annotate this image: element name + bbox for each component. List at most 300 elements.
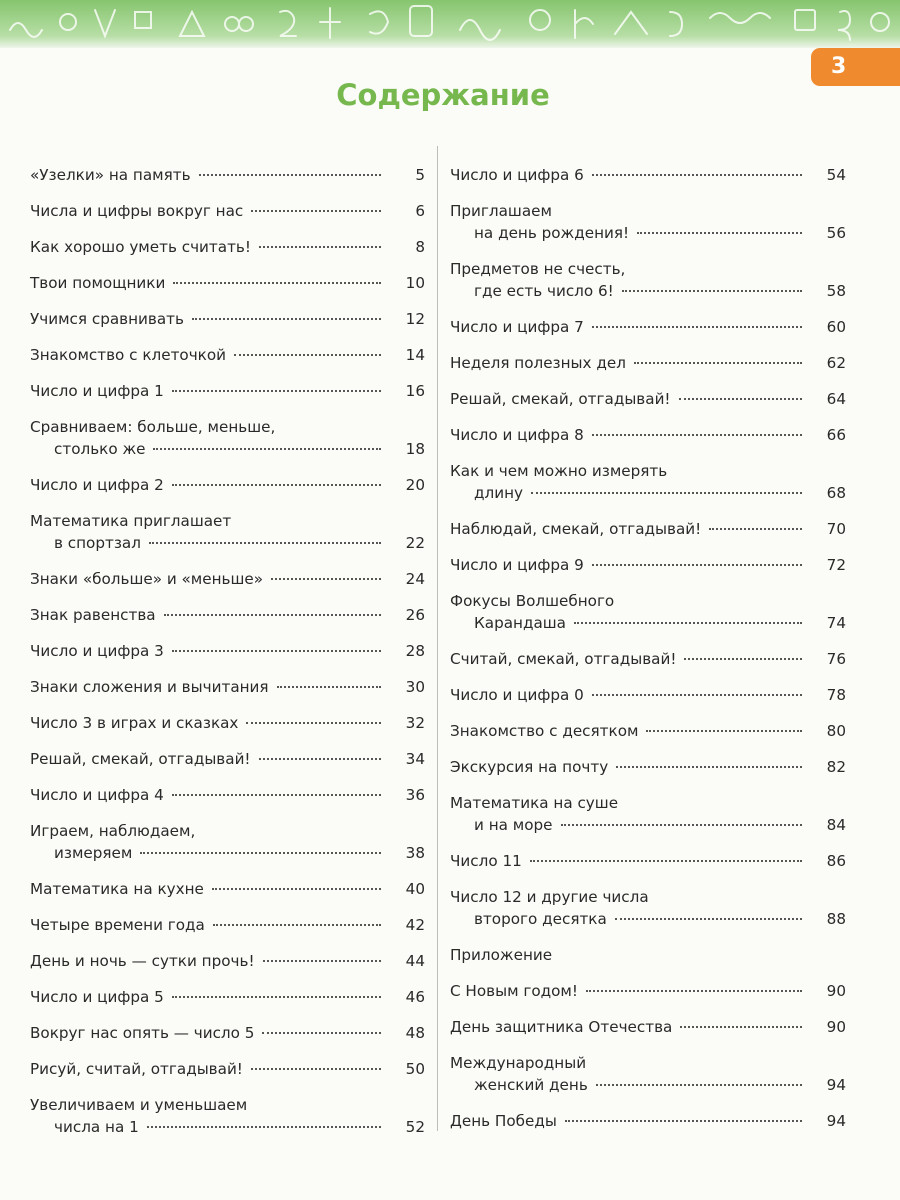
toc-entry-label	[30, 914, 397, 936]
toc-entry-last-line	[30, 604, 397, 626]
toc-entry-title-line: Математика приглашает	[30, 512, 232, 530]
toc-entry[interactable]	[450, 706, 846, 742]
toc-entry-label	[30, 568, 397, 590]
dot-leader	[173, 282, 381, 284]
toc-entry[interactable]	[30, 554, 425, 590]
toc-entry-label	[30, 380, 397, 402]
toc-entry-title: Вокруг нас опять — число 5	[30, 1024, 255, 1042]
toc-entry-title: День Победы	[450, 1112, 557, 1130]
toc-page-number: 48	[405, 1024, 425, 1042]
dot-leader	[172, 650, 381, 652]
toc-entry-last-line	[30, 950, 397, 972]
toc-entry-label	[450, 590, 818, 634]
toc-entry-last-line	[450, 1110, 818, 1132]
toc-page-number: 70	[826, 520, 846, 538]
toc-page-number: 86	[826, 852, 846, 870]
toc-entry-label	[450, 1052, 818, 1096]
dot-leader	[263, 960, 381, 962]
toc-entry[interactable]	[450, 742, 846, 778]
dot-leader	[147, 1126, 381, 1128]
dot-leader	[172, 390, 381, 392]
dot-leader	[251, 210, 381, 212]
dot-leader	[586, 990, 802, 992]
toc-entry-title: Число и цифра 8	[450, 426, 584, 444]
toc-entry-label	[450, 554, 818, 576]
toc-entry-title: «Узелки» на память	[30, 166, 191, 184]
toc-page-number: 28	[405, 642, 425, 660]
toc-entry-label	[30, 950, 397, 972]
toc-page-number: 74	[826, 614, 846, 632]
toc-entry-label	[30, 604, 397, 626]
toc-entry-label	[30, 200, 397, 222]
toc-entry-last-line	[30, 1116, 397, 1138]
dot-leader	[684, 658, 802, 660]
toc-entry[interactable]	[30, 222, 425, 258]
toc-entry-last-line	[450, 1074, 818, 1096]
toc-entry[interactable]	[30, 150, 425, 186]
toc-entry-last-line	[30, 748, 397, 770]
toc-page-number: 46	[405, 988, 425, 1006]
toc-entry-label	[30, 820, 397, 864]
toc-entry-label	[450, 720, 818, 742]
dot-leader	[262, 1032, 381, 1034]
dot-leader	[149, 542, 381, 544]
toc-entry-last-line	[450, 222, 818, 244]
dot-leader	[259, 758, 381, 760]
page-title: Содержание	[336, 78, 550, 112]
toc-page-number: 80	[826, 722, 846, 740]
toc-entry-label	[30, 272, 397, 294]
toc-entry-last-line	[30, 1022, 397, 1044]
toc-page-number: 24	[405, 570, 425, 588]
toc-page-number: 14	[405, 346, 425, 364]
toc-entry[interactable]	[450, 576, 846, 634]
dot-leader	[172, 484, 381, 486]
toc-entry[interactable]	[450, 302, 846, 338]
toc-entry-last-line	[30, 986, 397, 1008]
dot-leader	[153, 448, 381, 450]
toc-entry-title: Число и цифра 2	[30, 476, 164, 494]
dot-leader	[164, 614, 381, 616]
toc-entry-label	[30, 236, 397, 258]
toc-entry-last-line	[450, 424, 818, 446]
toc-entry-last-line	[450, 980, 818, 1002]
toc-entry-title-line: Фокусы Волшебного	[450, 592, 615, 610]
toc-entry-title-line: Международный	[450, 1054, 587, 1072]
toc-entry-title: на день рождения!	[474, 224, 630, 242]
toc-entry[interactable]	[450, 446, 846, 504]
dot-leader	[192, 318, 381, 320]
toc-page-number: 38	[405, 844, 425, 862]
toc-entry-last-line	[450, 944, 846, 966]
dot-leader	[140, 852, 381, 854]
dot-leader	[561, 824, 803, 826]
toc-entry-title: Четыре времени года	[30, 916, 205, 934]
column-divider	[437, 146, 438, 1131]
dot-leader	[531, 492, 802, 494]
toc-entry-last-line	[30, 784, 397, 806]
toc-entry[interactable]	[450, 540, 846, 576]
toc-entry-label	[30, 474, 397, 496]
dot-leader	[251, 1068, 381, 1070]
toc-entry-label	[450, 980, 818, 1002]
toc-entry-last-line	[30, 344, 397, 366]
toc-page-number: 84	[826, 816, 846, 834]
toc-entry-title: Рисуй, считай, отгадывай!	[30, 1060, 243, 1078]
toc-entry-label	[30, 344, 397, 366]
toc-entry-title: Решай, смекай, отгадывай!	[450, 390, 671, 408]
toc-entry-last-line	[450, 352, 818, 374]
toc-entry-title-line: Число 12 и другие числа	[450, 888, 649, 906]
toc-entry-label	[450, 850, 818, 872]
toc-entry-title: Знаки «больше» и «меньше»	[30, 570, 264, 588]
dot-leader	[199, 174, 381, 176]
toc-entry[interactable]	[30, 734, 425, 770]
toc-entry[interactable]	[450, 778, 846, 836]
toc-entry[interactable]	[30, 186, 425, 222]
toc-entry[interactable]	[30, 330, 425, 366]
dot-leader	[172, 996, 381, 998]
toc-entry-label	[450, 424, 818, 446]
toc-entry-last-line	[30, 474, 397, 496]
toc-page-number: 40	[405, 880, 425, 898]
toc-entry-last-line	[30, 712, 397, 734]
toc-page-number: 26	[405, 606, 425, 624]
toc-entry-last-line	[450, 316, 818, 338]
toc-entry-last-line	[450, 280, 818, 302]
toc-entry-label	[450, 460, 818, 504]
toc-entry-last-line	[30, 308, 397, 330]
toc-entry-label	[30, 748, 397, 770]
toc-entry-label	[30, 640, 397, 662]
toc-entry[interactable]	[30, 806, 425, 864]
toc-entry-title: Считай, смекай, отгадывай!	[450, 650, 677, 668]
toc-entry-label	[450, 684, 818, 706]
toc-entry[interactable]	[30, 864, 425, 900]
toc-entry-title-line: Предметов не счесть,	[450, 260, 626, 278]
toc-entry[interactable]	[30, 590, 425, 626]
toc-entry[interactable]	[450, 966, 846, 1002]
toc-entry-title: Число и цифра 0	[450, 686, 584, 704]
dot-leader	[637, 232, 802, 234]
toc-page-number: 5	[415, 166, 425, 184]
dot-leader	[616, 766, 802, 768]
toc-entry[interactable]	[30, 1080, 425, 1138]
toc-entry-title: Как хорошо уметь считать!	[30, 238, 251, 256]
toc-entry[interactable]	[30, 402, 425, 460]
toc-entry-label	[30, 164, 397, 186]
toc-entry-label	[450, 316, 818, 338]
toc-entry-last-line	[450, 1016, 818, 1038]
toc-entry[interactable]	[30, 936, 425, 972]
toc-entry-label	[450, 388, 818, 410]
toc-entry-label	[30, 986, 397, 1008]
toc-page-number: 72	[826, 556, 846, 574]
toc-page-number: 16	[405, 382, 425, 400]
toc-page-number: 44	[405, 952, 425, 970]
toc-page-number: 90	[826, 982, 846, 1000]
toc-page-number: 32	[405, 714, 425, 732]
toc-page-number: 18	[405, 440, 425, 458]
toc-entry-title: С Новым годом!	[450, 982, 578, 1000]
toc-entry-last-line	[450, 554, 818, 576]
toc-entry-title: и на море	[474, 816, 553, 834]
toc-page-number: 68	[826, 484, 846, 502]
toc-entry-label	[450, 944, 846, 966]
toc-entry[interactable]	[450, 504, 846, 540]
dot-leader	[530, 860, 802, 862]
toc-entry-title: Знакомство с десятком	[450, 722, 639, 740]
toc-entry-title: числа на 1	[54, 1118, 139, 1136]
dot-leader	[592, 564, 802, 566]
doodle-banner	[0, 0, 900, 48]
toc-entry-title-line: Играем, наблюдаем,	[30, 822, 196, 840]
toc-entry[interactable]	[30, 258, 425, 294]
toc-entry-last-line	[450, 164, 818, 186]
toc-entry-last-line	[30, 676, 397, 698]
toc-entry[interactable]	[450, 186, 846, 244]
toc-entry-label	[450, 352, 818, 374]
toc-entry[interactable]	[450, 634, 846, 670]
toc-entry[interactable]	[450, 670, 846, 706]
dot-leader	[592, 694, 802, 696]
toc-entry-last-line	[450, 612, 818, 634]
toc-entry[interactable]	[450, 930, 846, 966]
toc-page-number: 8	[415, 238, 425, 256]
toc-entry-last-line	[450, 482, 818, 504]
toc-page-number: 78	[826, 686, 846, 704]
toc-entry-title: Карандаша	[474, 614, 566, 632]
dot-leader	[277, 686, 381, 688]
dot-leader	[622, 290, 802, 292]
toc-entry-last-line	[30, 1058, 397, 1080]
toc-entry-title: Экскурсия на почту	[450, 758, 609, 776]
toc-entry[interactable]	[450, 374, 846, 410]
toc-entry-title-line: Приглашаем	[450, 202, 552, 220]
toc-entry-last-line	[450, 648, 818, 670]
dot-leader	[213, 924, 381, 926]
page-number-badge: 3	[811, 48, 900, 86]
dot-leader	[246, 722, 381, 724]
toc-entry-title: Число и цифра 5	[30, 988, 164, 1006]
toc-entry-label	[450, 792, 818, 836]
toc-entry-title: Учимся сравнивать	[30, 310, 184, 328]
toc-entry-title: Число 3 в играх и сказках	[30, 714, 239, 732]
toc-entry-title-line: Увеличиваем и уменьшаем	[30, 1096, 248, 1114]
toc-entry-label	[30, 712, 397, 734]
toc-entry-title-line: Сравниваем: больше, меньше,	[30, 418, 276, 436]
toc-entry-title: Число и цифра 7	[450, 318, 584, 336]
toc-entry-label	[450, 756, 818, 778]
toc-entry-label	[450, 648, 818, 670]
toc-entry[interactable]	[30, 698, 425, 734]
toc-entry-label	[30, 1022, 397, 1044]
toc-entry[interactable]	[30, 460, 425, 496]
toc-entry-title: Числа и цифры вокруг нас	[30, 202, 244, 220]
dot-leader	[615, 918, 802, 920]
toc-entry-title-line: Как и чем можно измерять	[450, 462, 668, 480]
dot-leader	[679, 398, 802, 400]
toc-page-number: 88	[826, 910, 846, 928]
toc-right-column	[450, 150, 846, 1132]
toc-entry-title: День защитника Отечества	[450, 1018, 673, 1036]
dot-leader	[596, 1084, 802, 1086]
toc-entry-title: Твои помощники	[30, 274, 166, 292]
toc-entry[interactable]	[450, 1002, 846, 1038]
toc-entry-last-line	[30, 640, 397, 662]
toc-entry-label	[450, 1110, 818, 1132]
toc-entry-last-line	[450, 850, 818, 872]
toc-entry[interactable]	[30, 1044, 425, 1080]
toc-entry-title: Неделя полезных дел	[450, 354, 626, 372]
toc-entry-title: столько же	[54, 440, 146, 458]
toc-entry-title: Знакомство с клеточкой	[30, 346, 227, 364]
toc-entry-label	[30, 1058, 397, 1080]
toc-entry[interactable]	[30, 900, 425, 936]
dot-leader	[646, 730, 802, 732]
toc-entry-title: женский день	[474, 1076, 588, 1094]
toc-entry-last-line	[30, 200, 397, 222]
toc-page-number: 82	[826, 758, 846, 776]
toc-page-number: 54	[826, 166, 846, 184]
toc-entry-title: Приложение	[450, 946, 553, 964]
toc-page-number: 50	[405, 1060, 425, 1078]
toc-entry[interactable]	[450, 244, 846, 302]
toc-entry-last-line	[30, 842, 397, 864]
toc-entry-label	[450, 518, 818, 540]
dot-leader	[592, 174, 802, 176]
toc-entry[interactable]	[30, 770, 425, 806]
toc-entry-label	[30, 510, 397, 554]
toc-entry-title: Число и цифра 1	[30, 382, 164, 400]
toc-entry[interactable]	[450, 150, 846, 186]
dot-leader	[172, 794, 381, 796]
toc-entry-label	[30, 1094, 397, 1138]
toc-entry-last-line	[450, 908, 818, 930]
toc-page-number: 30	[405, 678, 425, 696]
toc-page-number: 66	[826, 426, 846, 444]
dot-leader	[565, 1120, 802, 1122]
toc-entry-title: второго десятка	[474, 910, 607, 928]
toc-page-number: 12	[405, 310, 425, 328]
doodle-banner-decoration-icon	[0, 0, 900, 48]
toc-entry-label	[450, 1016, 818, 1038]
dot-leader	[592, 434, 802, 436]
toc-entry-title: Число и цифра 3	[30, 642, 164, 660]
toc-entry-title: длину	[474, 484, 523, 502]
toc-entry-last-line	[30, 914, 397, 936]
toc-entry-last-line	[30, 532, 397, 554]
toc-entry[interactable]	[30, 294, 425, 330]
toc-page-number: 94	[826, 1076, 846, 1094]
toc-page-number: 22	[405, 534, 425, 552]
toc-entry-label	[450, 258, 818, 302]
toc-entry-title: Число и цифра 9	[450, 556, 584, 574]
toc-entry-title: где есть число 6!	[474, 282, 614, 300]
toc-entry-last-line	[30, 568, 397, 590]
toc-entry-last-line	[30, 272, 397, 294]
toc-entry[interactable]	[30, 496, 425, 554]
toc-entry[interactable]	[450, 1038, 846, 1096]
toc-page-number: 36	[405, 786, 425, 804]
toc-entry[interactable]	[450, 1096, 846, 1132]
toc-entry-last-line	[30, 236, 397, 258]
toc-entry[interactable]	[30, 626, 425, 662]
dot-leader	[212, 888, 381, 890]
dot-leader	[592, 326, 802, 328]
toc-page-number: 52	[405, 1118, 425, 1136]
dot-leader	[680, 1026, 802, 1028]
toc-entry[interactable]	[450, 872, 846, 930]
toc-entry-label	[450, 200, 818, 244]
dot-leader	[259, 246, 381, 248]
toc-entry-last-line	[30, 438, 397, 460]
toc-entry-label	[30, 676, 397, 698]
toc-entry-last-line	[30, 380, 397, 402]
toc-page-number: 64	[826, 390, 846, 408]
toc-page-number: 20	[405, 476, 425, 494]
toc-entry-title: Решай, смекай, отгадывай!	[30, 750, 251, 768]
toc-entry-title: измеряем	[54, 844, 133, 862]
toc-entry-label	[30, 784, 397, 806]
toc-page-number: 34	[405, 750, 425, 768]
toc-page-number: 42	[405, 916, 425, 934]
toc-page-number: 94	[826, 1112, 846, 1130]
toc-entry-last-line	[450, 720, 818, 742]
toc-entry[interactable]	[450, 338, 846, 374]
toc-entry-title: Число и цифра 4	[30, 786, 164, 804]
toc-entry[interactable]	[450, 410, 846, 446]
toc-entry[interactable]	[30, 662, 425, 698]
dot-leader	[271, 578, 381, 580]
toc-page-number: 76	[826, 650, 846, 668]
dot-leader	[574, 622, 802, 624]
toc-entry-last-line	[30, 164, 397, 186]
dot-leader	[234, 354, 381, 356]
toc-entry-label	[450, 886, 818, 930]
toc-entry-label	[30, 878, 397, 900]
dot-leader	[709, 528, 802, 530]
toc-entry-title: Математика на кухне	[30, 880, 204, 898]
toc-entry-title-line: Математика на суше	[450, 794, 619, 812]
toc-entry-title: Число 11	[450, 852, 522, 870]
toc-left-column	[30, 150, 425, 1138]
toc-entry-title: Число и цифра 6	[450, 166, 584, 184]
toc-entry-last-line	[450, 518, 818, 540]
toc-entry-title: Наблюдай, смекай, отгадывай!	[450, 520, 702, 538]
toc-page-number: 58	[826, 282, 846, 300]
toc-entry-title: Знак равенства	[30, 606, 156, 624]
toc-entry[interactable]	[30, 1008, 425, 1044]
toc-entry-title: в спортзал	[54, 534, 141, 552]
toc-entry-last-line	[450, 756, 818, 778]
toc-entry[interactable]	[30, 366, 425, 402]
toc-entry-label	[450, 164, 818, 186]
toc-page-number: 90	[826, 1018, 846, 1036]
toc-entry[interactable]	[450, 836, 846, 872]
toc-page-number: 10	[405, 274, 425, 292]
toc-entry-title: День и ночь — сутки прочь!	[30, 952, 255, 970]
toc-entry-last-line	[450, 684, 818, 706]
toc-entry-title: Знаки сложения и вычитания	[30, 678, 269, 696]
dot-leader	[634, 362, 802, 364]
toc-page-number: 62	[826, 354, 846, 372]
toc-entry-label	[30, 308, 397, 330]
toc-entry-last-line	[30, 878, 397, 900]
toc-page-number: 56	[826, 224, 846, 242]
toc-entry[interactable]	[30, 972, 425, 1008]
toc-page-number: 6	[415, 202, 425, 220]
